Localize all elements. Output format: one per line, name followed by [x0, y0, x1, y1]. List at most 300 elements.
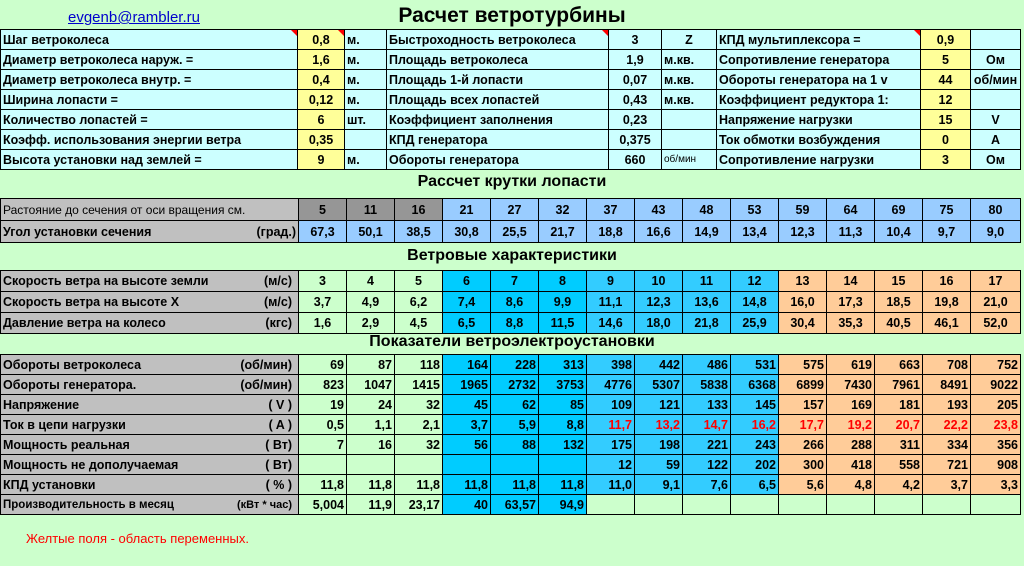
param-row: [1, 30, 1021, 50]
perf-cell: 16,2: [731, 415, 779, 435]
email-link[interactable]: evgenb@rambler.ru: [68, 9, 200, 26]
perf-cell: 121: [635, 395, 683, 415]
perf-cell: 243: [731, 435, 779, 455]
perf-cell: 62: [491, 395, 539, 415]
perf-cell: [299, 455, 347, 475]
twist-distance-cell: 53: [731, 199, 779, 221]
perf-cell: 22,2: [923, 415, 971, 435]
wind-cell: 46,1: [923, 313, 971, 334]
twist-table: [0, 198, 1021, 243]
perf-label-unit: (кВт * час): [236, 498, 292, 511]
perf-cell: 122: [683, 455, 731, 475]
param-value[interactable]: 0,8: [298, 30, 345, 50]
perf-cell: 11,9: [347, 495, 395, 515]
wind-cell: 5: [395, 271, 443, 292]
perf-label-text: Обороты ветроколеса: [3, 357, 142, 372]
perf-cell: 1415: [395, 375, 443, 395]
param-row: [1, 150, 1021, 170]
wind-cell: 6: [443, 271, 491, 292]
param-unit: [971, 30, 1021, 50]
perf-row: [1, 375, 1021, 395]
perf-cell: 313: [539, 355, 587, 375]
perf-cell: 8491: [923, 375, 971, 395]
wind-label-unit: (м/с): [264, 295, 292, 309]
perf-cell: 356: [971, 435, 1021, 455]
wind-row: [1, 271, 1021, 292]
perf-cell: [731, 495, 779, 515]
perf-row: [1, 355, 1021, 375]
param-unit: шт.: [345, 110, 387, 130]
perf-cell: 205: [971, 395, 1021, 415]
wind-cell: 25,9: [731, 313, 779, 334]
perf-cell: 24: [347, 395, 395, 415]
perf-cell: [875, 495, 923, 515]
wind-label: [1, 292, 299, 313]
param-unit: [345, 130, 387, 150]
perf-cell: 175: [587, 435, 635, 455]
wind-row: [1, 292, 1021, 313]
perf-cell: 16: [347, 435, 395, 455]
perf-cell: 11,8: [539, 475, 587, 495]
perf-cell: 109: [587, 395, 635, 415]
perf-cell: 87: [347, 355, 395, 375]
perf-cell: 14,7: [683, 415, 731, 435]
perf-cell: 558: [875, 455, 923, 475]
wind-label-unit: (кгс): [265, 316, 292, 330]
param-value[interactable]: 9: [298, 150, 345, 170]
wind-cell: 4: [347, 271, 395, 292]
perf-label-unit: ( A ): [268, 417, 292, 432]
perf-cell: [395, 455, 443, 475]
perf-cell: 334: [923, 435, 971, 455]
perf-row: [1, 395, 1021, 415]
perf-cell: 7430: [827, 375, 875, 395]
wind-label-text: Давление ветра на колесо: [3, 316, 166, 330]
perf-cell: 266: [779, 435, 827, 455]
wind-label: [1, 271, 299, 292]
param-label: Коэффициент редуктора 1:: [717, 90, 921, 110]
twist-distance-cell: 5: [299, 199, 347, 221]
perf-row: [1, 455, 1021, 475]
perf-cell: 7: [299, 435, 347, 455]
perf-cell: 4776: [587, 375, 635, 395]
perf-cell: [683, 495, 731, 515]
perf-cell: 311: [875, 435, 923, 455]
perf-cell: 823: [299, 375, 347, 395]
perf-label-unit: ( Вт): [265, 457, 292, 472]
wind-label: [1, 313, 299, 334]
perf-row: [1, 475, 1021, 495]
perf-cell: 663: [875, 355, 923, 375]
perf-cell: 11,8: [491, 475, 539, 495]
perf-label-unit: (об/мин): [240, 357, 292, 372]
perf-cell: 5838: [683, 375, 731, 395]
param-value[interactable]: 44: [921, 70, 971, 90]
twist-angle-row: [1, 221, 1021, 243]
perf-cell: 32: [395, 395, 443, 415]
perf-cell: 531: [731, 355, 779, 375]
wind-cell: 4,5: [395, 313, 443, 334]
param-label: Диаметр ветроколеса наруж. =: [1, 50, 298, 70]
twist-distance-cell: 59: [779, 199, 827, 221]
perf-cell: 9,1: [635, 475, 683, 495]
page-title: Расчет ветротурбины: [398, 4, 626, 27]
twist-distance-cell: 64: [827, 199, 875, 221]
param-label: Напряжение нагрузки: [717, 110, 921, 130]
perf-label-text: Мощность не дополучаемая: [3, 457, 179, 472]
perf-cell: 5,6: [779, 475, 827, 495]
perf-cell: 0,5: [299, 415, 347, 435]
perf-cell: 118: [395, 355, 443, 375]
wind-cell: 6,2: [395, 292, 443, 313]
twist-angle-cell: 38,5: [395, 221, 443, 243]
twist-angle-cell: 25,5: [491, 221, 539, 243]
perf-cell: 752: [971, 355, 1021, 375]
twist-angle-cell: 21,7: [539, 221, 587, 243]
perf-label: [1, 415, 299, 435]
param-row: [1, 90, 1021, 110]
perf-cell: 63,57: [491, 495, 539, 515]
param-value[interactable]: 12: [921, 90, 971, 110]
perf-cell: 619: [827, 355, 875, 375]
perf-cell: 13,2: [635, 415, 683, 435]
perf-cell: 59: [635, 455, 683, 475]
twist-angle-cell: 11,3: [827, 221, 875, 243]
param-value: 660: [609, 150, 662, 170]
param-label: Диаметр ветроколеса внутр. =: [1, 70, 298, 90]
param-unit: A: [971, 130, 1021, 150]
perf-label: [1, 475, 299, 495]
twist-distance-cell: 32: [539, 199, 587, 221]
wind-cell: 3: [299, 271, 347, 292]
wind-cell: 7: [491, 271, 539, 292]
wind-cell: 13: [779, 271, 827, 292]
twist-distance-cell: 27: [491, 199, 539, 221]
wind-cell: 11,1: [587, 292, 635, 313]
wind-cell: 14,6: [587, 313, 635, 334]
param-label: Высота установки над землей =: [1, 150, 298, 170]
perf-cell: 1047: [347, 375, 395, 395]
perf-cell: 181: [875, 395, 923, 415]
perf-label-text: Производительность в месяц: [3, 498, 174, 511]
twist-distance-cell: 48: [683, 199, 731, 221]
wind-row: [1, 313, 1021, 334]
param-value[interactable]: 6: [298, 110, 345, 130]
perf-cell: 19: [299, 395, 347, 415]
param-unit: м.кв.: [662, 70, 717, 90]
twist-distance-cell: 11: [347, 199, 395, 221]
twist-angle-cell: 30,8: [443, 221, 491, 243]
wind-cell: 8,6: [491, 292, 539, 313]
twist-angle-text: Угол установки сечения: [3, 224, 152, 239]
twist-distance-cell: 75: [923, 199, 971, 221]
param-label: Ток обмотки возбуждения: [717, 130, 921, 150]
wind-cell: 9,9: [539, 292, 587, 313]
param-value: 0,07: [609, 70, 662, 90]
perf-cell: [347, 455, 395, 475]
wind-label-text: Скорость ветра на высоте X: [3, 295, 180, 309]
perf-cell: 5,9: [491, 415, 539, 435]
param-value[interactable]: 0: [921, 130, 971, 150]
param-label: Сопротивление нагрузки: [717, 150, 921, 170]
section-perf-title: Показатели ветроэлектроустановки: [369, 333, 655, 350]
perf-cell: 7,6: [683, 475, 731, 495]
param-label: Сопротивление генератора: [717, 50, 921, 70]
perf-label-text: Мощность реальная: [3, 437, 130, 452]
twist-angle-cell: 13,4: [731, 221, 779, 243]
perf-cell: 85: [539, 395, 587, 415]
param-label: Площадь 1-й лопасти: [387, 70, 609, 90]
perf-cell: 23,17: [395, 495, 443, 515]
twist-angle-cell: 10,4: [875, 221, 923, 243]
perf-cell: 17,7: [779, 415, 827, 435]
twist-distance-cell: 37: [587, 199, 635, 221]
twist-angle-cell: 12,3: [779, 221, 827, 243]
perf-cell: 19,2: [827, 415, 875, 435]
perf-label: [1, 435, 299, 455]
perf-cell: 133: [683, 395, 731, 415]
perf-label: [1, 395, 299, 415]
wind-cell: 8,8: [491, 313, 539, 334]
param-unit: об/мин: [662, 150, 717, 170]
twist-angle-cell: 18,8: [587, 221, 635, 243]
perf-cell: 6368: [731, 375, 779, 395]
perf-cell: 721: [923, 455, 971, 475]
twist-angle-cell: 9,0: [971, 221, 1021, 243]
perf-label: [1, 455, 299, 475]
perf-cell: 9022: [971, 375, 1021, 395]
wind-cell: 12: [731, 271, 779, 292]
perf-cell: 3,7: [443, 415, 491, 435]
param-label: КПД мультиплексора =: [717, 30, 921, 50]
param-value: 0,43: [609, 90, 662, 110]
wind-cell: 6,5: [443, 313, 491, 334]
perf-cell: 398: [587, 355, 635, 375]
perf-cell: 300: [779, 455, 827, 475]
perf-cell: 23,8: [971, 415, 1021, 435]
param-value[interactable]: 5: [921, 50, 971, 70]
perf-cell: 69: [299, 355, 347, 375]
wind-label-text: Скорость ветра на высоте земли: [3, 274, 209, 288]
wind-cell: 13,6: [683, 292, 731, 313]
param-value[interactable]: 3: [921, 150, 971, 170]
param-row: [1, 50, 1021, 70]
perf-table: [0, 354, 1021, 515]
perf-cell: 45: [443, 395, 491, 415]
param-value[interactable]: 0,4: [298, 70, 345, 90]
param-unit: м.: [345, 50, 387, 70]
perf-cell: 6,5: [731, 475, 779, 495]
wind-cell: 12,3: [635, 292, 683, 313]
wind-cell: 7,4: [443, 292, 491, 313]
param-row: [1, 70, 1021, 90]
perf-cell: 193: [923, 395, 971, 415]
twist-angle-cell: 14,9: [683, 221, 731, 243]
params-table: [0, 29, 1021, 170]
param-label: Ширина лопасти =: [1, 90, 298, 110]
param-label: КПД генератора: [387, 130, 609, 150]
wind-cell: 18,5: [875, 292, 923, 313]
perf-cell: 157: [779, 395, 827, 415]
perf-cell: 32: [395, 435, 443, 455]
wind-label-unit: (м/с): [264, 274, 292, 288]
twist-angle-cell: 16,6: [635, 221, 683, 243]
wind-cell: 35,3: [827, 313, 875, 334]
perf-label-unit: ( % ): [265, 477, 292, 492]
param-value[interactable]: 0,35: [298, 130, 345, 150]
perf-cell: 198: [635, 435, 683, 455]
wind-cell: 2,9: [347, 313, 395, 334]
param-label: Обороты генератора: [387, 150, 609, 170]
perf-cell: 20,7: [875, 415, 923, 435]
perf-cell: 5307: [635, 375, 683, 395]
perf-cell: 11,8: [395, 475, 443, 495]
perf-cell: 164: [443, 355, 491, 375]
param-label: Шаг ветроколеса: [1, 30, 298, 50]
perf-label-text: Ток в цепи нагрузки: [3, 417, 126, 432]
twist-angle-label: [1, 221, 299, 243]
param-unit: Ом: [971, 50, 1021, 70]
section-wind-title: Ветровые характеристики: [407, 247, 617, 264]
param-value: 3: [609, 30, 662, 50]
wind-cell: 3,7: [299, 292, 347, 313]
perf-cell: 6899: [779, 375, 827, 395]
twist-angle-cell: 9,7: [923, 221, 971, 243]
wind-cell: 15: [875, 271, 923, 292]
wind-cell: 21,8: [683, 313, 731, 334]
twist-distance-cell: 21: [443, 199, 491, 221]
perf-label: [1, 495, 299, 515]
wind-cell: 30,4: [779, 313, 827, 334]
param-unit: [662, 110, 717, 130]
wind-cell: 16,0: [779, 292, 827, 313]
perf-cell: 132: [539, 435, 587, 455]
perf-cell: [491, 455, 539, 475]
wind-cell: 52,0: [971, 313, 1021, 334]
wind-cell: 16: [923, 271, 971, 292]
perf-cell: 11,8: [347, 475, 395, 495]
perf-row: [1, 495, 1021, 515]
perf-cell: 1,1: [347, 415, 395, 435]
param-unit: м.кв.: [662, 50, 717, 70]
param-label: Обороты генератора на 1 v: [717, 70, 921, 90]
wind-cell: 8: [539, 271, 587, 292]
perf-cell: 418: [827, 455, 875, 475]
perf-cell: 3,3: [971, 475, 1021, 495]
perf-cell: 40: [443, 495, 491, 515]
perf-cell: 442: [635, 355, 683, 375]
perf-label: [1, 355, 299, 375]
twist-distance-cell: 43: [635, 199, 683, 221]
perf-label: [1, 375, 299, 395]
wind-cell: 21,0: [971, 292, 1021, 313]
perf-cell: 3753: [539, 375, 587, 395]
perf-cell: [635, 495, 683, 515]
perf-cell: 8,8: [539, 415, 587, 435]
perf-label-text: КПД установки: [3, 477, 96, 492]
twist-distance-label: Растояние до сечения от оси вращения см.: [1, 199, 299, 221]
perf-cell: 1965: [443, 375, 491, 395]
param-value[interactable]: 1,6: [298, 50, 345, 70]
param-unit: м.: [345, 150, 387, 170]
param-label: Коэфф. использования энергии ветра: [1, 130, 298, 150]
perf-cell: 288: [827, 435, 875, 455]
perf-cell: 4,2: [875, 475, 923, 495]
param-unit: м.: [345, 90, 387, 110]
wind-cell: 40,5: [875, 313, 923, 334]
param-value: 1,9: [609, 50, 662, 70]
perf-label-unit: (об/мин): [240, 377, 292, 392]
perf-cell: 169: [827, 395, 875, 415]
perf-cell: [443, 455, 491, 475]
wind-cell: 11: [683, 271, 731, 292]
wind-cell: 11,5: [539, 313, 587, 334]
perf-cell: [587, 495, 635, 515]
twist-angle-cell: 67,3: [299, 221, 347, 243]
param-unit: м.: [345, 70, 387, 90]
param-unit: Ом: [971, 150, 1021, 170]
wind-cell: 17,3: [827, 292, 875, 313]
perf-cell: 575: [779, 355, 827, 375]
param-value[interactable]: 0,9: [921, 30, 971, 50]
perf-cell: 145: [731, 395, 779, 415]
param-value[interactable]: 0,12: [298, 90, 345, 110]
param-label: Быстроходность ветроколеса: [387, 30, 609, 50]
perf-cell: [539, 455, 587, 475]
perf-cell: 486: [683, 355, 731, 375]
perf-cell: 12: [587, 455, 635, 475]
perf-row: [1, 435, 1021, 455]
perf-cell: 7961: [875, 375, 923, 395]
wind-cell: 14: [827, 271, 875, 292]
wind-cell: 19,8: [923, 292, 971, 313]
perf-cell: [971, 495, 1021, 515]
perf-cell: 2,1: [395, 415, 443, 435]
perf-cell: 202: [731, 455, 779, 475]
param-unit: м.кв.: [662, 90, 717, 110]
twist-angle-cell: 50,1: [347, 221, 395, 243]
perf-cell: 56: [443, 435, 491, 455]
param-row: [1, 130, 1021, 150]
param-value[interactable]: 15: [921, 110, 971, 130]
param-label: Коэффициент заполнения: [387, 110, 609, 130]
perf-cell: 228: [491, 355, 539, 375]
perf-cell: 11,0: [587, 475, 635, 495]
wind-cell: 14,8: [731, 292, 779, 313]
perf-cell: 11,8: [443, 475, 491, 495]
wind-cell: 9: [587, 271, 635, 292]
param-unit: V: [971, 110, 1021, 130]
perf-cell: 4,8: [827, 475, 875, 495]
perf-cell: [779, 495, 827, 515]
perf-cell: 88: [491, 435, 539, 455]
perf-label-text: Обороты генератора.: [3, 377, 137, 392]
perf-row: [1, 415, 1021, 435]
perf-label-unit: ( Вт): [265, 437, 292, 452]
wind-cell: 1,6: [299, 313, 347, 334]
section-twist-title: Рассчет крутки лопасти: [417, 173, 607, 190]
twist-distance-cell: 16: [395, 199, 443, 221]
twist-distance-cell: 80: [971, 199, 1021, 221]
param-unit: [662, 130, 717, 150]
wind-table: [0, 270, 1021, 334]
perf-label-unit: ( V ): [268, 397, 292, 412]
twist-angle-unit: (град.): [256, 224, 296, 239]
wind-cell: 17: [971, 271, 1021, 292]
perf-cell: 11,8: [299, 475, 347, 495]
param-value: 0,375: [609, 130, 662, 150]
perf-cell: 221: [683, 435, 731, 455]
